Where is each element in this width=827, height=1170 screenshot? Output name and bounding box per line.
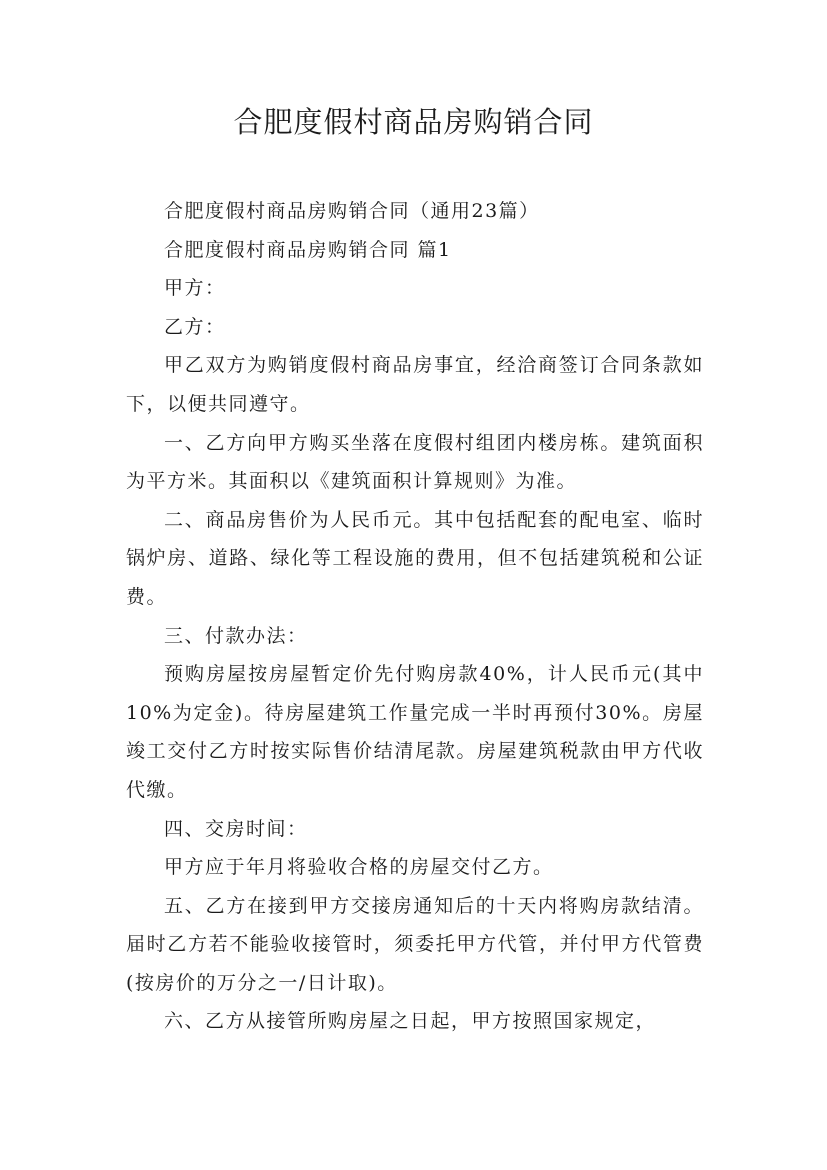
paragraph-clause-6: 六、乙方从接管所购房屋之日起，甲方按照国家规定， [164, 1010, 657, 1033]
paragraph-section-heading: 合肥度假村商品房购销合同 篇1 [164, 238, 452, 261]
paragraph-party-a: 甲方： [164, 277, 226, 300]
paragraph-clause-1: 一、乙方向甲方购买坐落在度假村组团内楼房栋。建筑面积为平方米。其面积以《建筑面积计算规则》为准。 [126, 431, 704, 493]
paragraph-clause-4-body: 甲方应于年月将验收合格的房屋交付乙方。 [164, 856, 554, 879]
document-title: 合肥度假村商品房购销合同 [233, 105, 594, 139]
paragraph-clause-5: 五、乙方在接到甲方交接房通知后的十天内将购房款结清。届时乙方若不能验收接管时，须委托甲方代管，并付甲方代管费(按房价的万分之一/日计取)。 [126, 894, 704, 994]
paragraph-clause-3-heading: 三、付款办法： [164, 624, 308, 647]
paragraph-clause-3-body: 预购房屋按房屋暂定价先付购房款40%，计人民币元(其中10%为定金)。待房屋建筑工作量完成一半时再预付30%。房屋竣工交付乙方时按实际售价结清尾款。房屋建筑税款由甲方代收代缴。 [126, 663, 704, 801]
paragraph-subtitle: 合肥度假村商品房购销合同（通用23篇） [164, 200, 540, 222]
paragraph-clause-2: 二、商品房售价为人民币元。其中包括配套的配电室、临时锅炉房、道路、绿化等工程设施的费用，但不包括建筑税和公证费。 [126, 508, 704, 608]
paragraph-party-b: 乙方： [164, 315, 226, 338]
paragraph-clause-4-heading: 四、交房时间： [164, 817, 308, 840]
document-body [126, 192, 704, 1041]
paragraph-preamble: 甲乙双方为购销度假村商品房事宜，经洽商签订合同条款如下，以便共同遵守。 [126, 354, 704, 415]
